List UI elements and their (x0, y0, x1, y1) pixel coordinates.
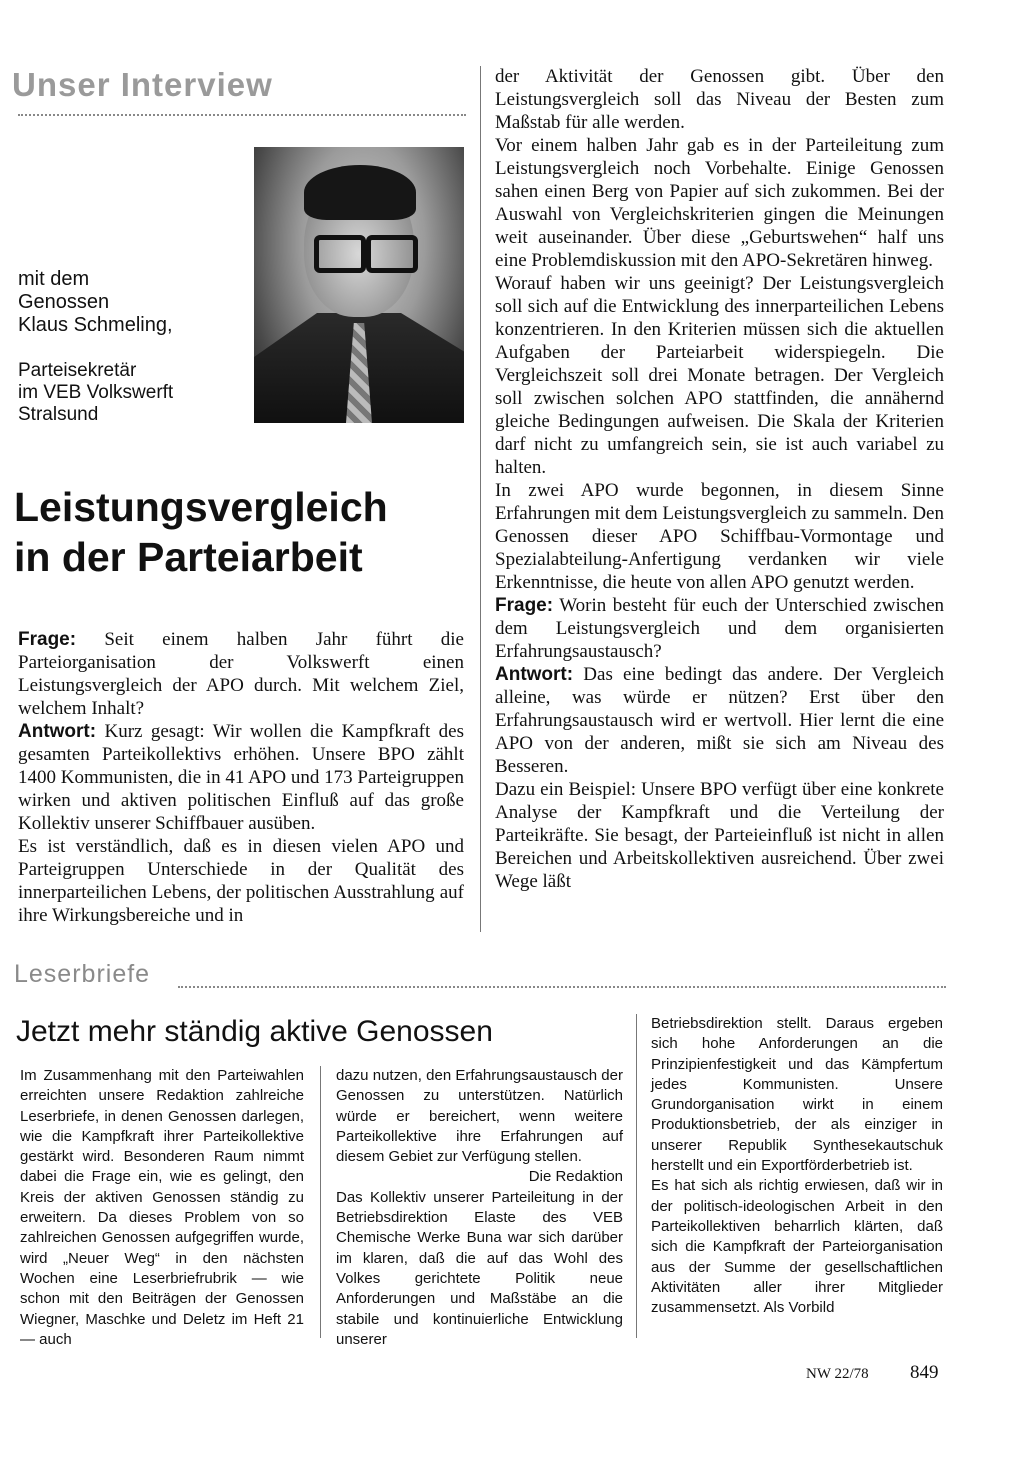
interview-paragraph (18, 720, 464, 835)
interview-role (18, 360, 173, 426)
column-divider (480, 66, 481, 932)
paragraph-text: Worin besteht für euch der Unterschied zwischen dem Leistungsvergleich und dem organisierten Erfahrungsaustausch? (495, 595, 944, 662)
interview-paragraph (495, 272, 944, 479)
paragraph-label: Frage: (495, 595, 554, 616)
column-divider (320, 1066, 321, 1338)
interview-paragraph (495, 479, 944, 594)
headline-line: in der Parteiarbeit (14, 534, 363, 580)
letters-paragraph: Betriebsdirektion stellt. Daraus ergeben sich hohe Anforderungen an die Prinzipienfestigkeit und das Kämpfertum jedes Kommunisten. Unsere Grundorganisation wirkt in einem Produktionsbetrieb, der als einziger in unserer Republik Synthesekautschuk herstellt und ein Exportförderbetrieb ist. (651, 1015, 943, 1175)
intro-line: mit dem (18, 268, 90, 290)
paragraph-text: Kurz gesagt: Wir wollen die Kampfkraft des gesamten Parteikollektivs erhöhen. Unsere BPO zählt 1400 Kommunisten, die in 41 APO und 173 Parteigruppen wirken und aktiven politischen Einfluß auf das große Kollektiv unserer Schiffbauer ausüben. (18, 721, 464, 834)
letters-paragraph: Im Zusammenhang mit den Parteiwahlen erreichten unsere Redaktion zahlreiche Leserbriefe, in denen Genossen darlegen, wie die Kampfkraft ihrer Parteikollektive gestärkt wird. Besonderen Raum nimmt dabei die Frage ein, wie es gelingt, den Kreis der aktiven Genossen ständig zu erweitern. Da dieses Problem von so zahlreichen Genossen aufgegriffen wurde, wird „Neuer Weg“ in den nächsten Wochen eine Leserbriefrubrik — wie schon mit den Beiträgen der Genossen Wiegner, Maschke und Deletz im Heft 21 — auch (20, 1067, 304, 1348)
letters-section-title: Leserbriefe (14, 960, 151, 988)
letters-paragraph: Das Kollektiv unserer Parteileitung in der Betriebsdirektion Elaste des VEB Chemische Werke Buna war sich darüber im klaren, daß die auf das Wohl des Volkes gerichtete Politik neue Anforderungen und Maßstäbe an die stabile und kontinuierliche Entwicklung unserer (336, 1188, 623, 1348)
paragraph-text: der Aktivität der Genossen gibt. Über den Leistungsvergleich soll das Niveau der Besten zum Maßstab für alle werden. (495, 66, 944, 133)
intro-line: Genossen (18, 291, 110, 313)
interview-paragraph (495, 663, 944, 778)
headline-line: Leistungsvergleich (14, 484, 388, 530)
letters-column-1 (20, 1066, 304, 1350)
paragraph-text: Es ist verständlich, daß es in diesen vielen APO und Parteigruppen Unterschiede in der Qualität des innerparteilichen Lebens, der politischen Ausstrahlung auf ihre Wirkungsbereiche und in (18, 836, 464, 926)
interview-paragraph (495, 65, 944, 134)
interview-right-column (495, 65, 944, 893)
paragraph-text: Worauf haben wir uns geeinigt? Der Leistungsvergleich soll sich auf die Entwicklung des innerparteilichen Lebens konzentrieren. In den Kriterien müssen sich die aktuellen Aufgaben der Parteiarbeit widerspiegeln. Die Vergleichszeit soll drei Monate betragen. Der Vergleich soll zwischen solchen APO stattfinden, die annähernd gleiche Bedingungen aufweisen. Die Skala der Kriterien darf nicht zu umfangreich sein, sie ist auch variabel zu halten. (495, 273, 944, 478)
letters-column-2 (336, 1066, 623, 1350)
interview-paragraph (495, 134, 944, 272)
role-line: Parteisekretär (18, 360, 137, 381)
letters-column-3 (651, 1014, 943, 1318)
issue-reference: NW 22/78 (806, 1366, 869, 1382)
letters-headline: Jetzt mehr ständig aktive Genossen (16, 1015, 493, 1048)
editorial-signoff: Die Redaktion (528, 1168, 623, 1186)
letters-paragraph: Es hat sich als richtig erwiesen, daß wir in der politisch-ideologischen Arbeit in den Parteikollektiven beharrlich klärten, daß sich die Kampfkraft der Parteiorganisation aus der Summe der gesellschaftlichen Aktivitäten aller ihrer Mitglieder zusammensetzt. Als Vorbild (651, 1177, 943, 1317)
letters-paragraph: dazu nutzen, den Erfahrungsaustausch der Genossen zu unterstützen. Natürlich würde er bereichert, wenn weitere Parteikollektive ihre Erfahrungen auf diesem Gebiet zur Verfügung stellen. (336, 1067, 623, 1166)
interview-intro (18, 268, 173, 337)
interview-headline (14, 482, 454, 582)
interview-paragraph (18, 628, 464, 720)
portrait-photo (254, 147, 464, 423)
paragraph-text: Dazu ein Beispiel: Unsere BPO verfügt über eine konkrete Analyse der Kampfkraft und die Verteilung der Parteikräfte. Sie besagt, der Parteieinfluß ist nicht in allen Bereichen und Arbeitskollektiven ausreichend. Über zwei Wege läßt (495, 779, 944, 892)
interview-paragraph (495, 594, 944, 663)
paragraph-text: In zwei APO wurde begonnen, in diesem Sinne Erfahrungen mit dem Leistungsvergleich zu sammeln. Den Genossen dieser APO Schiffbau-Vormontage und Spezialabteilung-Anfertigung verdanken wir viele Erkenntnisse, die heute von allen APO genutzt werden. (495, 480, 944, 593)
paragraph-label: Antwort: (18, 721, 97, 742)
paragraph-text: Vor einem halben Jahr gab es in der Parteileitung zum Leistungsvergleich noch Vorbehalte. Einige Genossen sahen einen Berg von Papier auf sich zukommen. Bei der Auswahl von Vergleichskriterien gingen die Meinungen weit auseinander. Über diese „Geburtswehen“ half uns eine Problemdiskussion mit den APO-Sekretären hinweg. (495, 135, 944, 271)
role-line: Stralsund (18, 404, 99, 425)
column-divider (636, 1014, 637, 1338)
interview-section-title: Unser Interview (12, 66, 273, 103)
role-line: im VEB Volkswerft (18, 382, 174, 403)
interview-paragraph (495, 778, 944, 893)
interview-section-rule (18, 114, 466, 116)
paragraph-label: Frage: (18, 629, 77, 650)
paragraph-label: Antwort: (495, 664, 574, 685)
page-number: 849 (910, 1362, 939, 1383)
paragraph-text: Seit einem halben Jahr führt die Parteiorganisation der Volkswerft einen Leistungsvergleich der APO durch. Mit welchem Ziel, welchem Inhalt? (18, 629, 464, 719)
paragraph-text: Das eine bedingt das andere. Der Vergleich alleine, was würde er nützen? Erst über den Erfahrungsaustausch wird er wertvoll. Hier lernt die eine APO von der anderen, mißt sie sich am Niveau des Besseren. (495, 664, 944, 777)
intro-line: Klaus Schmeling, (18, 314, 173, 336)
interview-left-column (18, 628, 464, 927)
letters-section-rule (178, 986, 946, 988)
interview-paragraph (18, 835, 464, 927)
